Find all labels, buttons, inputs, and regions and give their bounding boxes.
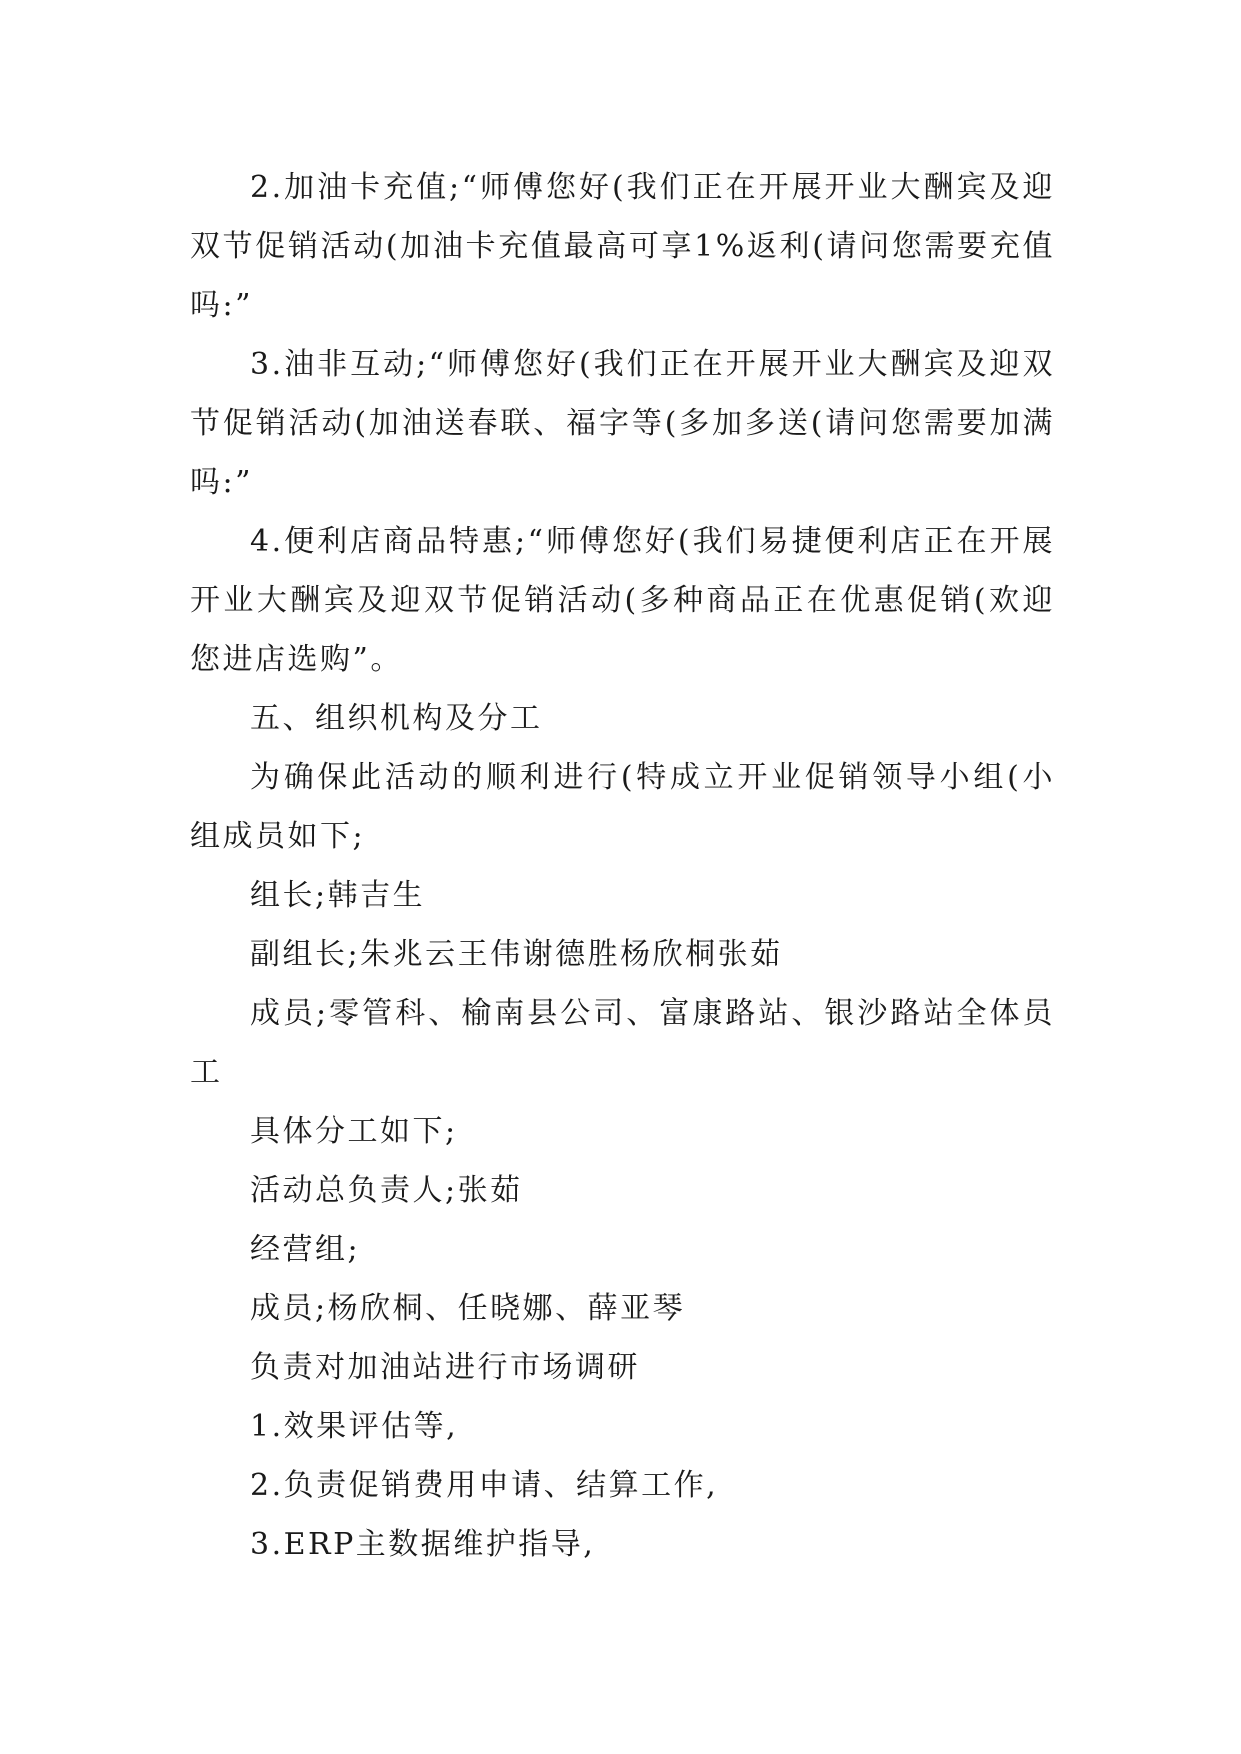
paragraph-operations-group: 经营组; <box>250 1232 361 1267</box>
paragraph-market-research: 负责对加油站进行市场调研 <box>250 1350 640 1385</box>
paragraph-operations-members: 成员;杨欣桐、任晓娜、薛亚琴 <box>250 1291 686 1326</box>
paragraph-group-leader: 组长;韩吉生 <box>250 878 426 913</box>
paragraph-overall-lead: 活动总负责人;张茹 <box>250 1173 523 1208</box>
list-item-erp-maintenance: 3.ERP主数据维护指导, <box>250 1527 596 1562</box>
paragraph-deputy-leaders: 副组长;朱兆云王伟谢德胜杨欣桐张茹 <box>250 937 783 972</box>
paragraph-convenience-store-offer: 4.便利店商品特惠;“师傅您好(我们易捷便利店正在开展开业大酬宾及迎双节促销活动(多种商品正在优惠促销(欢迎您进店选购”。 <box>190 524 1055 677</box>
paragraph-fuel-card-recharge: 2.加油卡充值;“师傅您好(我们正在开展开业大酬宾及迎双节促销活动(加油卡充值最高可享1%返利(请问您需要充值吗:” <box>190 170 1055 323</box>
paragraph-leadership-group-intro: 为确保此活动的顺利进行(特成立开业促销领导小组(小组成员如下; <box>190 760 1055 854</box>
section-heading-organization: 五、组织机构及分工 <box>250 701 543 736</box>
paragraph-division-intro: 具体分工如下; <box>250 1114 458 1149</box>
paragraph-non-fuel-interaction: 3.油非互动;“师傅您好(我们正在开展开业大酬宾及迎双节促销活动(加油送春联、福字等(多加多送(请问您需要加满吗:” <box>190 347 1055 500</box>
paragraph-members: 成员;零管科、榆南县公司、富康路站、银沙路站全体员工 <box>190 996 1055 1090</box>
list-item-expense-settlement: 2.负责促销费用申请、结算工作, <box>250 1468 719 1503</box>
list-item-evaluation: 1.效果评估等, <box>250 1409 459 1444</box>
document-body <box>190 158 1055 1574</box>
